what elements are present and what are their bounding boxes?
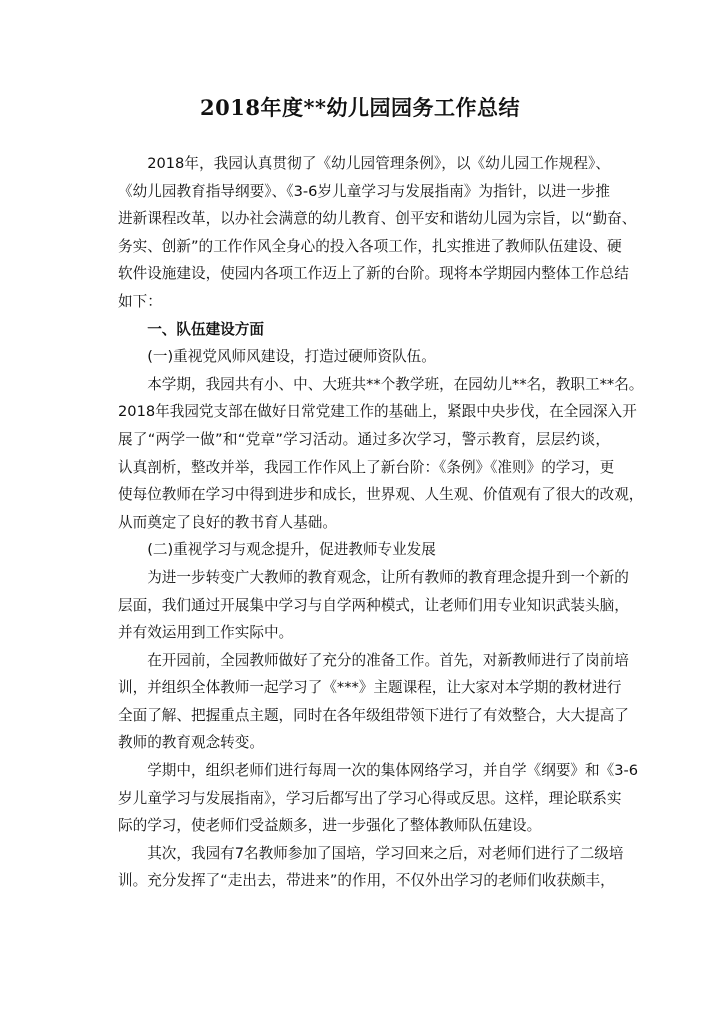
subsection-heading [118, 536, 610, 564]
text-line: 软件设施建设，使园内各项工作迈上了新的台阶。现将本学期园内整体工作总结 [118, 265, 629, 283]
subsection-heading [118, 343, 610, 371]
text-line: (二)重视学习与观念提升，促进教师专业发展 [147, 541, 436, 559]
paragraph [118, 647, 629, 757]
text-line: 全面了解、把握重点主题，同时在各年级组带领下进行了有效整合，大大提高了 [118, 706, 629, 724]
text-line: 训。充分发挥了“走出去，带进来”的作用，不仅外出学习的老师们收获颇丰， [118, 872, 615, 890]
paragraph-intro [118, 150, 637, 316]
section-heading [118, 316, 610, 344]
document-title: 2018年度**幼儿园园务工作总结 [200, 95, 520, 120]
text-line: 务实、创新”的工作作风全身心的投入各项工作，扎实推进了教师队伍建设、硬 [118, 237, 622, 255]
text-line: 并有效运用到工作实际中。 [118, 624, 294, 642]
document-body [118, 150, 644, 895]
text-line: 为进一步转变广大教师的教育观念，让所有教师的教育理念提升到一个新的 [147, 568, 629, 586]
text-line: 《幼儿园教育指导纲要》、《3-6岁儿童学习与发展指南》为指针，以进一步推 [118, 182, 610, 200]
text-line: 2018年，我园认真贯彻了《幼儿园管理条例》，以《幼儿园工作规程》、 [147, 155, 610, 172]
text-line: 岁儿童学习与发展指南》，学习后都写出了学习心得或反思。这样，理论联系实 [118, 789, 622, 807]
text-line: (一)重视党风师风建设，打造过硬师资队伍。 [147, 348, 436, 366]
text-line: 层面，我们通过开展集中学习与自学两种模式，让老师们用专业知识武装头脑， [118, 596, 629, 614]
text-line: 训，并组织全体教师一起学习了《***》主题课程，让大家对本学期的教材进行 [118, 679, 622, 697]
text-line: 认真剖析，整改并举，我园工作作风上了新台阶：《条例》《准则》的学习，更 [118, 458, 615, 476]
text-line: 际的学习，使老师们受益颇多，进一步强化了整体教师队伍建设。 [118, 817, 542, 835]
text-line: 展了“两学一做”和“党章”学习活动。通过多次学习，警示教育，层层约谈， [118, 430, 610, 448]
text-line: 学期中，组织老师们进行每周一次的集体网络学习，并自学《纲要》和《3-6 [147, 762, 639, 780]
paragraph [118, 757, 639, 840]
paragraph [118, 564, 629, 647]
text-line: 本学期，我园共有小、中、大班共**个教学班，在园幼儿**名，教职工**名。 [147, 375, 644, 393]
text-line: 进新课程改革，以办社会满意的幼儿教育、创平安和谐幼儿园为宗旨，以“勤奋、 [118, 210, 637, 228]
text-line: 一、队伍建设方面 [147, 320, 264, 338]
text-line: 其次，我园有7名教师参加了国培，学习回来之后，对老师们进行了二级培 [147, 844, 624, 862]
paragraph [118, 840, 624, 895]
text-line: 使每位教师在学习中得到进步和成长，世界观、人生观、价值观有了很大的改观， [118, 486, 644, 504]
text-line: 教师的教育观念转变。 [118, 734, 264, 752]
text-line: 在开园前，全园教师做好了充分的准备工作。首先，对新教师进行了岗前培 [147, 651, 629, 669]
paragraph [118, 371, 644, 537]
text-line: 从而奠定了良好的教书育人基础。 [118, 513, 337, 531]
text-line: 2018年我园党支部在做好日常党建工作的基础上，紧跟中央步伐，在全园深入开 [118, 403, 637, 421]
text-line: 如下： [118, 292, 162, 310]
